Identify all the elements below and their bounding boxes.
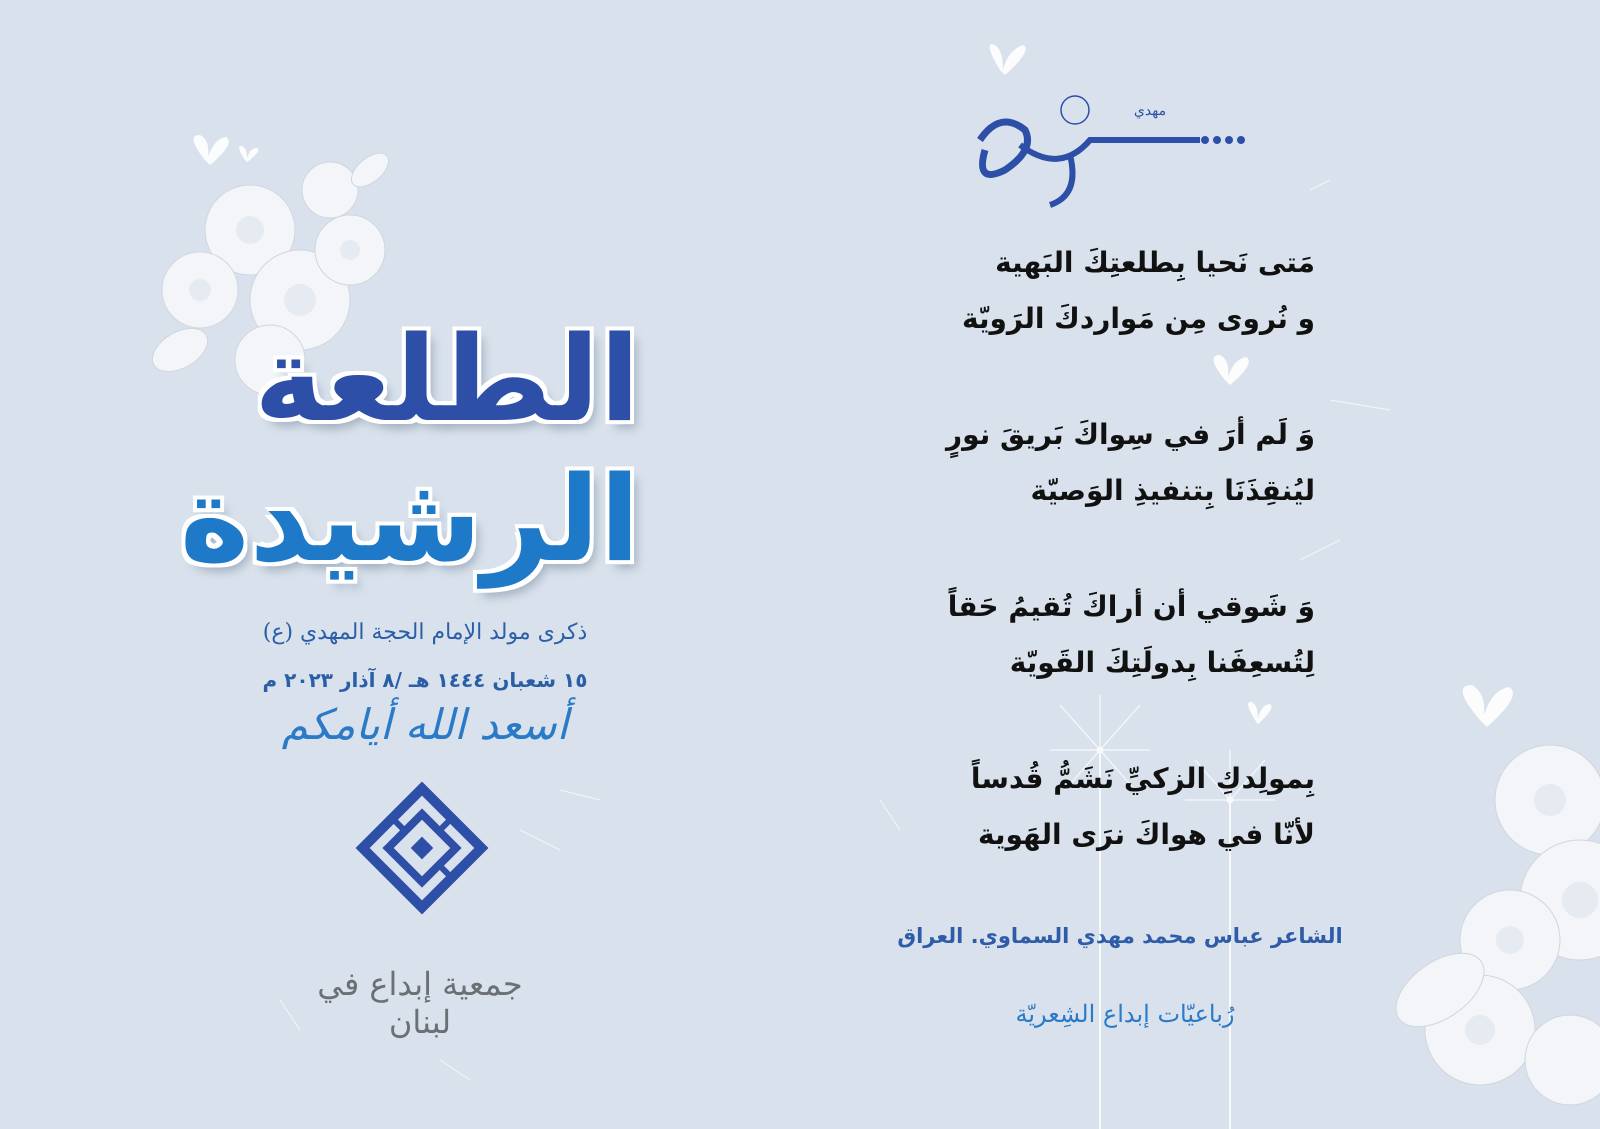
title-line-1: الطلعة — [253, 310, 640, 448]
flower-cluster-icon — [1383, 745, 1600, 1105]
poem-verse: ليُنقِذَنَا بِتنفيذِ الوَصيّة — [1030, 474, 1315, 507]
poem — [920, 235, 1315, 923]
poem-verse: بِمولِدكِ الزكيِّ نَشَمُّ قُدساً — [970, 762, 1315, 795]
poet-credit: الشاعر عباس محمد مهدي السماوي. العراق — [897, 924, 1343, 948]
kufic-emblem-icon — [363, 789, 482, 908]
series-name: رُباعيّات إبداع الشِعريّة — [1015, 1000, 1235, 1028]
greeting-text: أسعد الله أيامكم — [281, 700, 569, 749]
poem-verse: وَ شَوقي أن أراكَ تُقيمُ حَقاً — [947, 590, 1315, 623]
mahdi-calligraphy-logo — [960, 85, 1260, 215]
poem-verse: و نُروى مِن مَواردكَ الرَويّة — [962, 302, 1315, 335]
poem-verse: مَتى نَحيا بِطلعتِكَ البَهية — [995, 246, 1315, 279]
poem-stanza — [920, 751, 1315, 863]
title-line-2: الرشيدة — [179, 450, 640, 588]
poem-verse: وَ لَم أرَ في سِواكَ بَريقَ نورٍ — [946, 418, 1315, 451]
logo-text: مهدي — [1133, 103, 1167, 119]
title-block — [180, 240, 660, 610]
poem-verse: لأنّا في هواكَ نرَى الهَوية — [978, 818, 1315, 851]
occasion-text: ذكرى مولد الإمام الحجة المهدي (ع) — [262, 620, 588, 645]
date-text: ١٥ شعبان ١٤٤٤ هـ /٨ آذار ٢٠٢٣ م — [262, 668, 588, 692]
organization-name: جمعية إبداع في لبنان — [317, 965, 523, 1041]
poem-stanza — [920, 579, 1315, 691]
poem-stanza — [920, 235, 1315, 347]
poem-stanza — [920, 407, 1315, 519]
poem-verse: لِتُسعِفَنا بِدولَتِكَ القَويّة — [1009, 646, 1315, 679]
